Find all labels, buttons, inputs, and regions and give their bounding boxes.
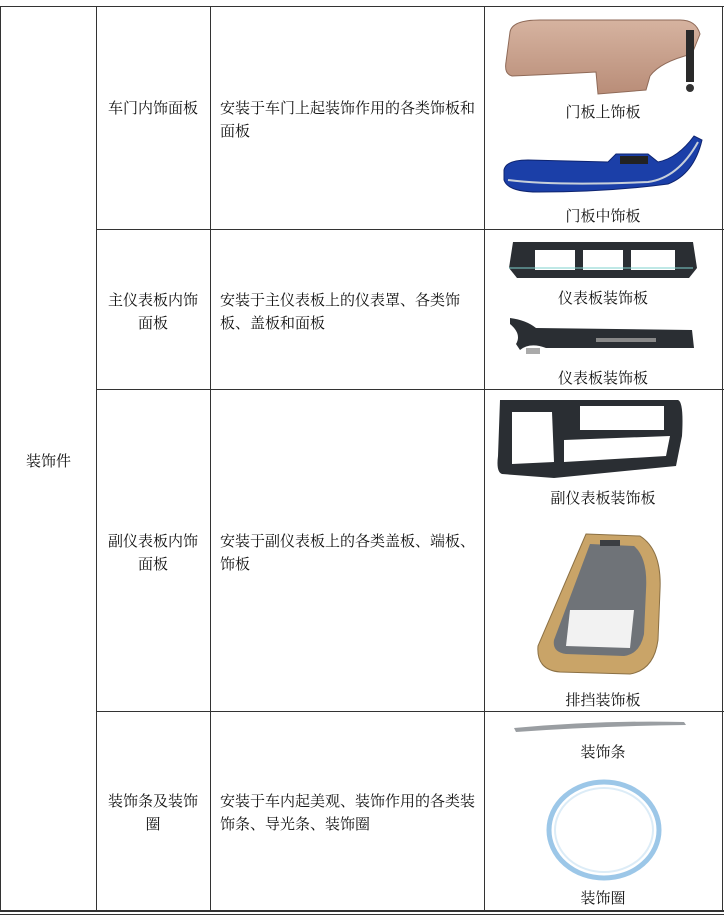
col-divider <box>96 6 97 911</box>
decorative-strip-image <box>512 716 688 734</box>
door-middle-trim-image <box>498 130 708 198</box>
table-bottom-border-2 <box>0 914 724 915</box>
col-divider <box>484 6 485 911</box>
row-divider <box>96 229 724 230</box>
image-caption: 门板上饰板 <box>565 103 641 121</box>
table-bottom-border <box>0 910 724 912</box>
image-caption: 装饰条 <box>580 743 626 761</box>
gear-shift-bezel-image <box>530 530 668 682</box>
row-name: 车门内饰面板 <box>107 99 198 117</box>
decorative-ring-image <box>545 778 663 882</box>
image-caption: 仪表板装饰板 <box>557 289 648 307</box>
row-description: 安装于车内起美观、装饰作用的各类装饰条、导光条、装饰圈 <box>220 792 476 833</box>
col-divider <box>210 6 211 911</box>
category-label: 装饰件 <box>25 452 71 470</box>
row-name: 装饰条及装饰圈 <box>107 792 198 833</box>
row-description: 安装于车门上起装饰作用的各类饰板和面板 <box>220 99 476 140</box>
col-divider <box>722 6 723 911</box>
image-caption: 仪表板装饰板 <box>557 369 648 387</box>
image-caption: 门板中饰板 <box>565 207 641 225</box>
row-divider <box>96 389 724 390</box>
row-name: 主仪表板内饰面板 <box>107 291 198 332</box>
image-caption: 副仪表板装饰板 <box>550 489 656 507</box>
row-divider <box>96 711 724 712</box>
table-top-border <box>0 6 724 7</box>
row-description: 安装于主仪表板上的仪表罩、各类饰板、盖板和面板 <box>220 291 461 332</box>
console-trim-image <box>494 396 686 480</box>
door-upper-trim-image <box>500 14 724 96</box>
row-name: 副仪表板内饰面板 <box>107 532 198 573</box>
row-description: 安装于副仪表板上的各类盖板、端板、饰板 <box>220 532 476 573</box>
instrument-panel-trim-image-2 <box>506 314 696 356</box>
image-caption: 排挡装饰板 <box>565 691 641 709</box>
image-caption: 装饰圈 <box>580 889 626 907</box>
instrument-panel-trim-image <box>505 238 701 282</box>
